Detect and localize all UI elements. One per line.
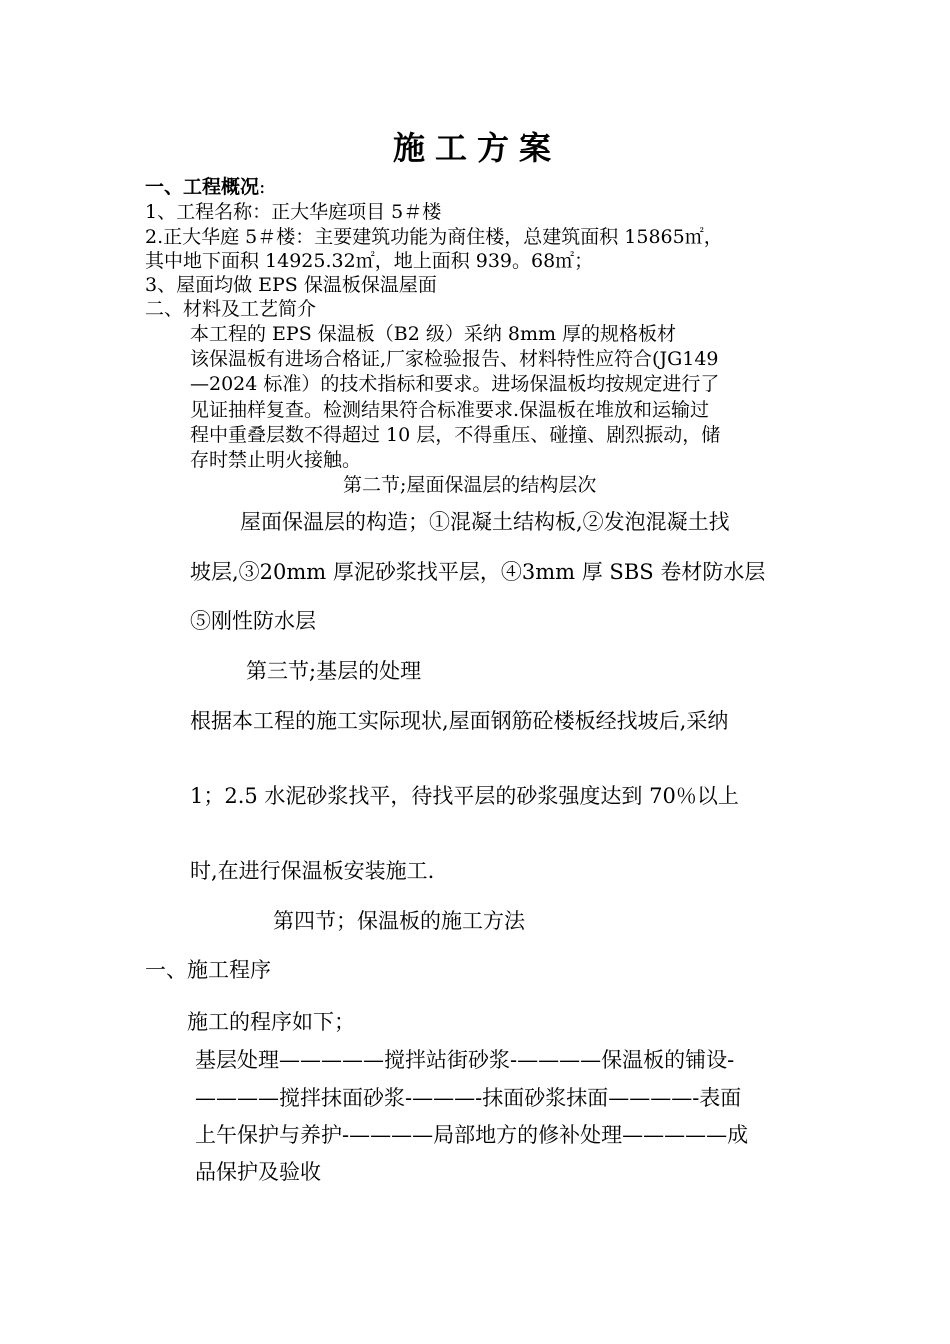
section2-heading: 第二节;屋面保温层的结构层次 <box>343 474 597 496</box>
section4-heading: 第四节；保温板的施工方法 <box>273 909 525 933</box>
procedure-flow-line-4: 品保护及验收 <box>195 1160 321 1184</box>
procedure-intro: 施工的程序如下； <box>187 1010 355 1034</box>
overview-line-2: 2.正大华庭 5＃楼：主要建筑功能为商住楼，总建筑面积 15865㎡， <box>145 226 723 248</box>
overview-heading <box>145 178 265 197</box>
materials-line-3: —2024 标准）的技术指标和要求。进场保温板均按规定进行了 <box>190 373 720 395</box>
materials-line-5: 程中重叠层数不得超过 10 层，不得重压、碰撞、剧烈振动，储 <box>190 424 721 446</box>
overview-line-1: 1、工程名称：正大华庭项目 5＃楼 <box>145 201 442 223</box>
materials-heading: 二、材料及工艺简介 <box>145 298 317 320</box>
overview-line-3: 其中地下面积 14925.32㎡，地上面积 939。68㎡； <box>145 250 594 272</box>
page-title: 施工方案 <box>393 129 562 167</box>
procedure-flow-line-1: 基层处理—————搅拌站街砂浆-————保温板的铺设- <box>195 1048 735 1072</box>
procedure-flow-line-3: 上午保护与养护-————局部地方的修补处理—————成 <box>195 1123 749 1147</box>
section3-line-1: 根据本工程的施工实际现状,屋面钢筋砼楼板经找坡后,采纳 <box>190 709 729 733</box>
overview-heading-text: 一、工程概况 <box>145 176 260 198</box>
materials-line-6: 存时禁止明火接触。 <box>190 449 362 471</box>
section2-line-2: 坡层,③20mm 厚泥砂浆找平层，④3mm 厚 SBS 卷材防水层 <box>190 560 766 584</box>
section2-line-1: 屋面保温层的构造；①混凝土结构板,②发泡混凝土找 <box>240 510 730 534</box>
overview-line-4: 3、屋面均做 EPS 保温板保温屋面 <box>145 274 437 296</box>
section3-line-2: 1；2.5 水泥砂浆找平，待找平层的砂浆强度达到 70％以上 <box>190 784 739 808</box>
construction-procedure-heading: 一、施工程序 <box>145 958 271 982</box>
overview-heading-colon: : <box>259 176 266 198</box>
procedure-flow-line-2: ————搅拌抹面砂浆-———-抹面砂浆抹面————-表面 <box>195 1086 742 1110</box>
materials-line-2: 该保温板有进场合格证,厂家检验报告、材料特性应符合(JG149 <box>190 348 719 370</box>
materials-line-4: 见证抽样复查。检测结果符合标准要求.保温板在堆放和运输过 <box>190 399 710 421</box>
materials-line-1: 本工程的 EPS 保温板（B2 级）采纳 8mm 厚的规格板材 <box>190 323 677 345</box>
section3-heading: 第三节;基层的处理 <box>246 659 422 683</box>
section2-line-3: ⑤刚性防水层 <box>190 609 316 633</box>
section3-line-3: 时,在进行保温板安装施工. <box>190 859 435 883</box>
